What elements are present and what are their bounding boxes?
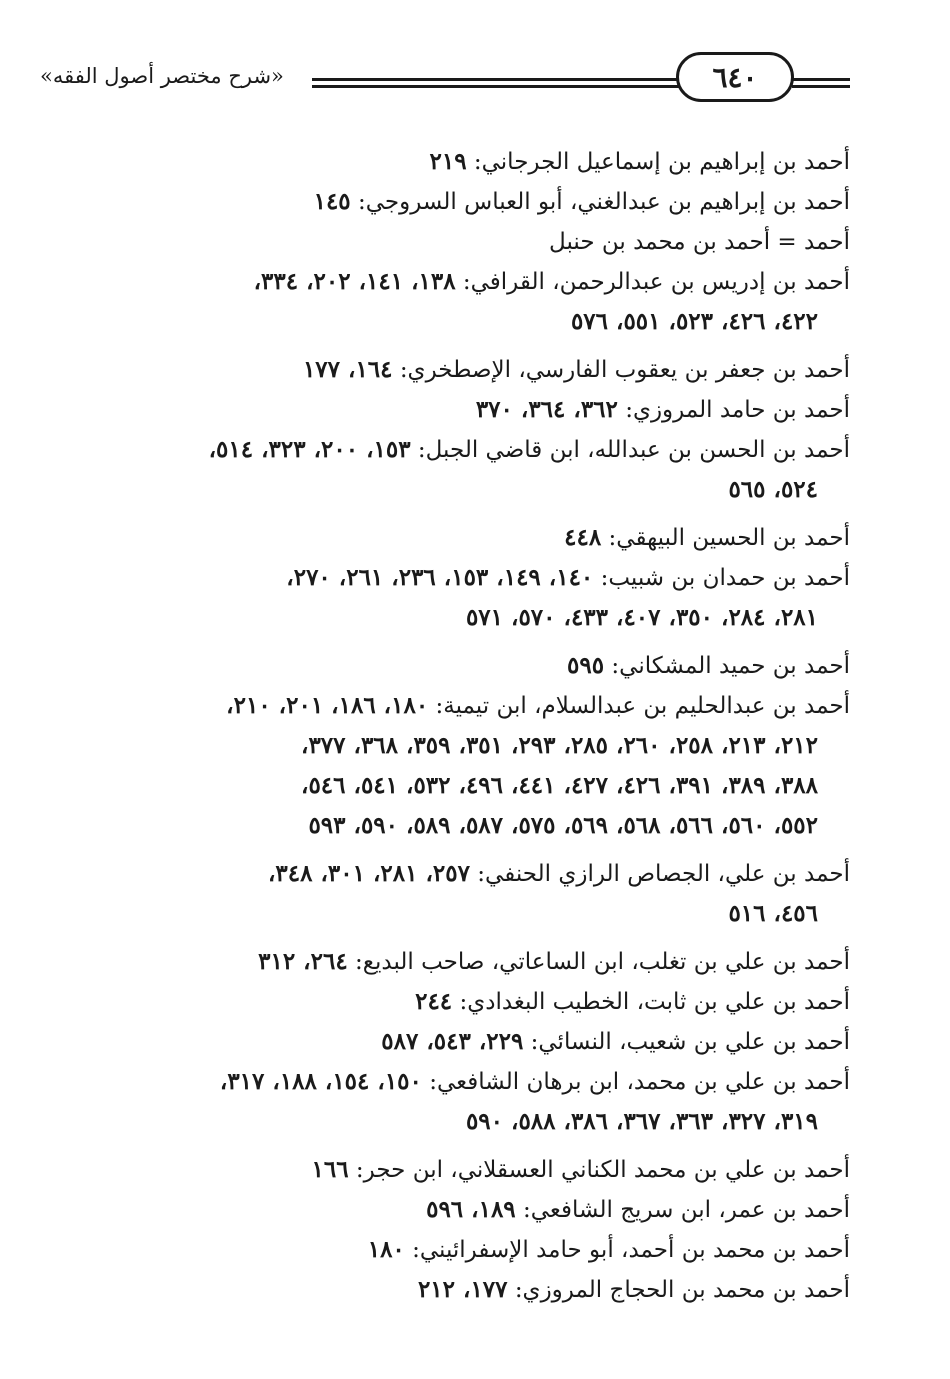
index-entry bbox=[92, 686, 850, 726]
index-entry bbox=[92, 1270, 850, 1310]
entry-page-numbers: ١٤٠، ١٤٩، ١٥٣، ٢٣٦، ٢٦١، ٢٧٠، bbox=[286, 564, 594, 591]
index-entry bbox=[92, 222, 850, 262]
index-entry bbox=[92, 1022, 850, 1062]
entry-name: أحمد بن إدريس بن عبدالرحمن، القرافي: bbox=[462, 269, 850, 295]
entry-page-numbers: ٥٩٥ bbox=[567, 652, 605, 679]
index-entry bbox=[92, 518, 850, 558]
entry-name: أحمد بن عبدالحليم بن عبدالسلام، ابن تيمية: bbox=[435, 693, 850, 719]
entry-page-numbers: ٣٦٢، ٣٦٤، ٣٧٠ bbox=[475, 396, 618, 423]
entry-name: أحمد بن علي، الجصاص الرازي الحنفي: bbox=[477, 861, 850, 887]
entry-name: أحمد بن حامد المروزي: bbox=[625, 397, 850, 423]
page-number: ٦٤٠ bbox=[676, 52, 794, 102]
entry-page-numbers: ١٦٤، ١٧٧ bbox=[302, 356, 393, 383]
entry-page-numbers: ١٧٧، ٢١٢ bbox=[417, 1276, 508, 1303]
index-entries bbox=[92, 142, 850, 1310]
entry-continuation-numbers: ٢١٢، ٢١٣، ٢٥٨، ٢٦٠، ٢٨٥، ٢٩٣، ٣٥١، ٣٥٩، ٣٦٨، ٣٧٧، bbox=[301, 732, 818, 759]
entry-name: أحمد بن الحسين البيهقي: bbox=[608, 525, 850, 551]
entry-continuation-numbers: ٥٢٤، ٥٦٥ bbox=[728, 476, 818, 503]
entry-page-numbers: ٤٤٨ bbox=[564, 524, 602, 551]
entry-page-numbers: ٢٤٤ bbox=[415, 988, 453, 1015]
index-entry bbox=[92, 390, 850, 430]
entry-page-numbers: ١٨٩، ٥٩٦ bbox=[426, 1196, 516, 1223]
entry-page-numbers: ١٤٥ bbox=[313, 188, 351, 215]
entry-continuation-numbers: ٥٥٢، ٥٦٠، ٥٦٦، ٥٦٨، ٥٦٩، ٥٧٥، ٥٨٧، ٥٨٩، ٥٩٠، ٥٩٣ bbox=[308, 812, 818, 839]
entry-page-numbers: ٢٢٩، ٥٤٣، ٥٨٧ bbox=[381, 1028, 524, 1055]
entry-page-numbers: ١٨٠، ١٨٦، ٢٠١، ٢١٠، bbox=[226, 692, 429, 719]
entry-name: أحمد بن الحسن بن عبدالله، ابن قاضي الجبل: bbox=[417, 437, 850, 463]
entry-spacer bbox=[92, 934, 850, 942]
index-entry bbox=[92, 1230, 850, 1270]
entry-name: أحمد = أحمد بن محمد بن حنبل bbox=[549, 229, 850, 255]
index-entry bbox=[92, 182, 850, 222]
entry-spacer bbox=[92, 638, 850, 646]
index-entry bbox=[92, 1190, 850, 1230]
entry-name: أحمد بن علي بن شعيب، النسائي: bbox=[530, 1029, 850, 1055]
index-entry bbox=[92, 430, 850, 470]
entry-name: أحمد بن محمد بن أحمد، أبو حامد الإسفرائيني: bbox=[412, 1237, 850, 1263]
entry-name: أحمد بن محمد بن الحجاج المروزي: bbox=[514, 1277, 850, 1303]
entry-name: أحمد بن حميد المشكاني: bbox=[611, 653, 850, 679]
entry-continuation-numbers: ٤٥٦، ٥١٦ bbox=[728, 900, 818, 927]
index-entry bbox=[92, 142, 850, 182]
entry-page-numbers: ١٦٦ bbox=[311, 1156, 349, 1183]
index-entry bbox=[92, 982, 850, 1022]
entry-name: أحمد بن إبراهيم بن إسماعيل الجرجاني: bbox=[473, 149, 850, 175]
index-entry bbox=[92, 646, 850, 686]
entry-name: أحمد بن جعفر بن يعقوب الفارسي، الإصطخري: bbox=[399, 357, 850, 383]
entry-name: أحمد بن حمدان بن شبيب: bbox=[600, 565, 850, 591]
entry-name: أحمد بن علي بن ثابت، الخطيب البغدادي: bbox=[459, 989, 850, 1015]
entry-page-numbers: ١٨٠ bbox=[367, 1236, 405, 1263]
entry-page-numbers: ١٣٨، ١٤١، ٢٠٢، ٣٣٤، bbox=[253, 268, 456, 295]
index-entry bbox=[92, 1150, 850, 1190]
header-rule-right bbox=[792, 78, 850, 88]
entry-name: أحمد بن عمر، ابن سريج الشافعي: bbox=[522, 1197, 850, 1223]
entry-name: أحمد بن إبراهيم بن عبدالغني، أبو العباس السروجي: bbox=[357, 189, 850, 215]
running-title: «شرح مختصر أصول الفقه» bbox=[40, 64, 284, 88]
entry-page-numbers: ٢٦٤، ٣١٢ bbox=[258, 948, 348, 975]
entry-continuation-numbers: ٢٨١، ٢٨٤، ٣٥٠، ٤٠٧، ٤٣٣، ٥٧٠، ٥٧١ bbox=[465, 604, 818, 631]
index-entry bbox=[92, 854, 850, 894]
entry-page-numbers: ٢١٩ bbox=[429, 148, 467, 175]
entry-spacer bbox=[92, 342, 850, 350]
entry-name: أحمد بن علي بن محمد الكناني العسقلاني، ابن حجر: bbox=[355, 1157, 850, 1183]
entry-page-numbers: ١٥٣، ٢٠٠، ٣٢٣، ٥١٤، bbox=[208, 436, 411, 463]
entry-continuation-numbers: ٣٨٨، ٣٨٩، ٣٩١، ٤٢٦، ٤٢٧، ٤٤١، ٤٩٦، ٥٣٢، ٥٤١، ٥٤٦، bbox=[301, 772, 818, 799]
entry-name: أحمد بن علي بن تغلب، ابن الساعاتي، صاحب البديع: bbox=[354, 949, 850, 975]
header-rule-left bbox=[312, 78, 732, 88]
index-entry bbox=[92, 1062, 850, 1102]
index-entry bbox=[92, 942, 850, 982]
entry-continuation-numbers: ٣١٩، ٣٢٧، ٣٦٣، ٣٦٧، ٣٨٦، ٥٨٨، ٥٩٠ bbox=[465, 1108, 818, 1135]
entry-spacer bbox=[92, 1142, 850, 1150]
index-entry bbox=[92, 350, 850, 390]
entry-name: أحمد بن علي بن محمد، ابن برهان الشافعي: bbox=[429, 1069, 850, 1095]
entry-spacer bbox=[92, 510, 850, 518]
entry-spacer bbox=[92, 846, 850, 854]
index-entry bbox=[92, 558, 850, 598]
entry-page-numbers: ٢٥٧، ٢٨١، ٣٠١، ٣٤٨، bbox=[267, 860, 470, 887]
entry-continuation-numbers: ٤٢٢، ٤٢٦، ٥٢٣، ٥٥١، ٥٧٦ bbox=[570, 308, 818, 335]
index-entry bbox=[92, 262, 850, 302]
entry-page-numbers: ١٥٠، ١٥٤، ١٨٨، ٣١٧، bbox=[219, 1068, 422, 1095]
